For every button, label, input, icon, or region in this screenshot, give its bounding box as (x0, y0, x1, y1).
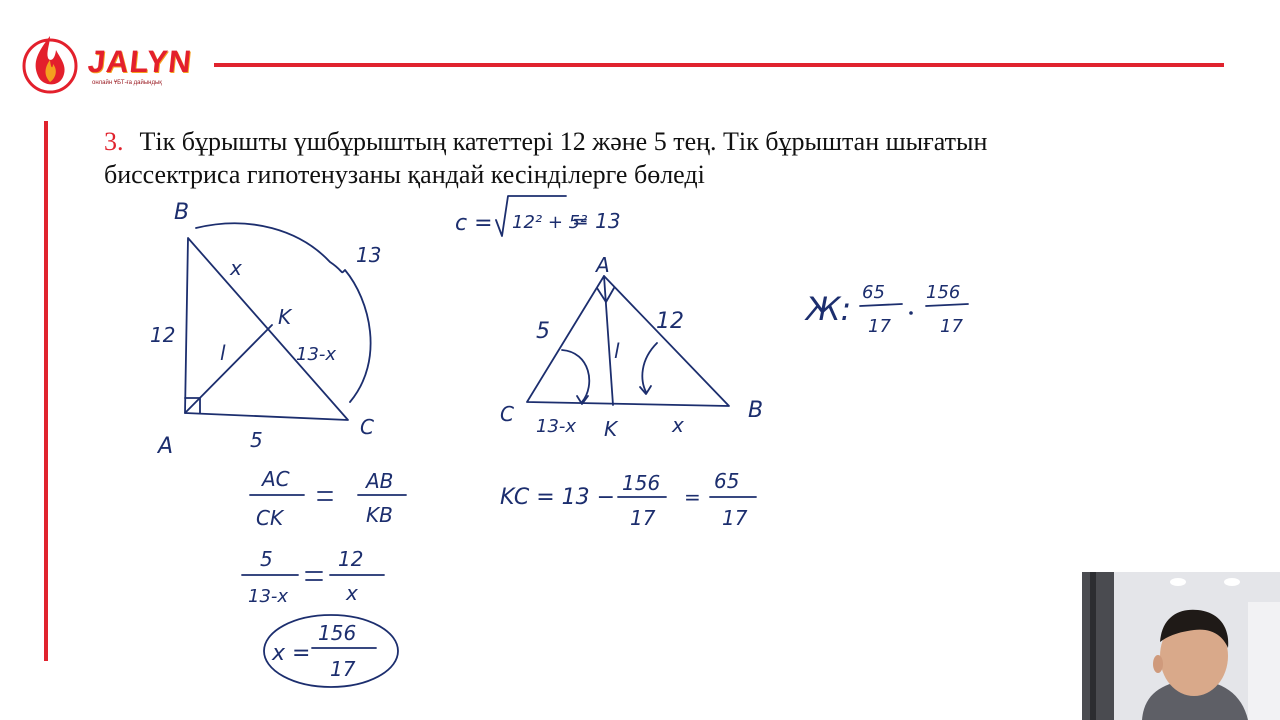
bisector-triangle-figure (500, 253, 763, 441)
fig2-bisector-l-label: l (614, 339, 620, 363)
answer-label: Ж: (806, 290, 852, 328)
leg-ab-label: 12 (150, 323, 176, 347)
logo-wordmark: JALYN (86, 44, 194, 79)
prop-n2: 12 (338, 547, 364, 571)
answer-den-2: 17 (940, 316, 963, 337)
circled-result (264, 615, 398, 687)
ratio-n1: AC (262, 467, 290, 491)
right-triangle-figure (150, 200, 381, 459)
fig2-side-ac-label: 5 (536, 319, 550, 344)
formula-result: = 13 (572, 209, 621, 233)
fig2-seg-kb-label: x (672, 413, 684, 437)
ratio-d2: KB (366, 503, 393, 527)
kc-computation (500, 469, 756, 530)
vertex-b-label: B (174, 200, 190, 225)
prop-d2: x (346, 581, 358, 605)
presenter-video-icon (1082, 572, 1280, 720)
leg-ac-label: 5 (250, 428, 263, 452)
answer-num-1: 65 (862, 282, 885, 303)
fig2-vertex-b-label: B (748, 398, 764, 423)
result-lhs: x = (272, 641, 311, 666)
kc-den-2: 17 (722, 506, 748, 530)
fig2-vertex-c-label: C (500, 402, 514, 426)
kc-lhs: KC = 13 − (500, 485, 616, 510)
kc-den: 17 (630, 506, 656, 530)
segment-13-x-label: 13-x (296, 344, 337, 365)
proportion-equation (242, 547, 384, 607)
hypotenuse-label: 13 (356, 243, 382, 267)
answer-den-1: 17 (868, 316, 891, 337)
answer-block (804, 282, 968, 337)
kc-num: 156 (622, 471, 661, 495)
question-number: 3. (104, 127, 124, 156)
ratio-n2: AB (366, 469, 394, 493)
ratio-d1: CK (256, 506, 284, 530)
fig2-vertex-a-label: A (596, 253, 610, 277)
answer-num-2: 156 (926, 282, 961, 303)
logo-tagline: онлайн ҰБТ-ға дайындық (92, 80, 162, 86)
point-k-label: K (278, 305, 292, 329)
fig2-seg-ck-label: 13-x (536, 416, 577, 437)
webcam-overlay (1082, 572, 1280, 720)
prop-d1: 13-x (248, 586, 289, 607)
question-line-2: биссектриса гипотенузаны қандай кесінділерге бөледі (104, 160, 705, 189)
bisector-ratio (250, 467, 406, 530)
kc-num-2: 65 (714, 469, 740, 493)
fig2-side-ab-label: 12 (656, 309, 684, 334)
hypotenuse-formula (455, 196, 621, 236)
vertex-a-label: A (158, 434, 174, 459)
kc-eq: = (684, 485, 701, 509)
formula-radicand: 12² + 5² (512, 212, 588, 233)
bisector-l-label: l (220, 341, 226, 365)
formula-c: c = (455, 211, 493, 236)
result-num: 156 (318, 621, 357, 645)
prop-n1: 5 (260, 547, 273, 571)
segment-x-label: x (230, 256, 242, 280)
fig2-point-k-label: K (604, 417, 618, 441)
question-line-1: Тік бұрышты үшбұрыштың катеттері 12 және 5 тең. Тік бұрыштан шығатын (139, 127, 988, 156)
vertex-c-label: C (360, 415, 374, 439)
result-den: 17 (330, 657, 356, 681)
